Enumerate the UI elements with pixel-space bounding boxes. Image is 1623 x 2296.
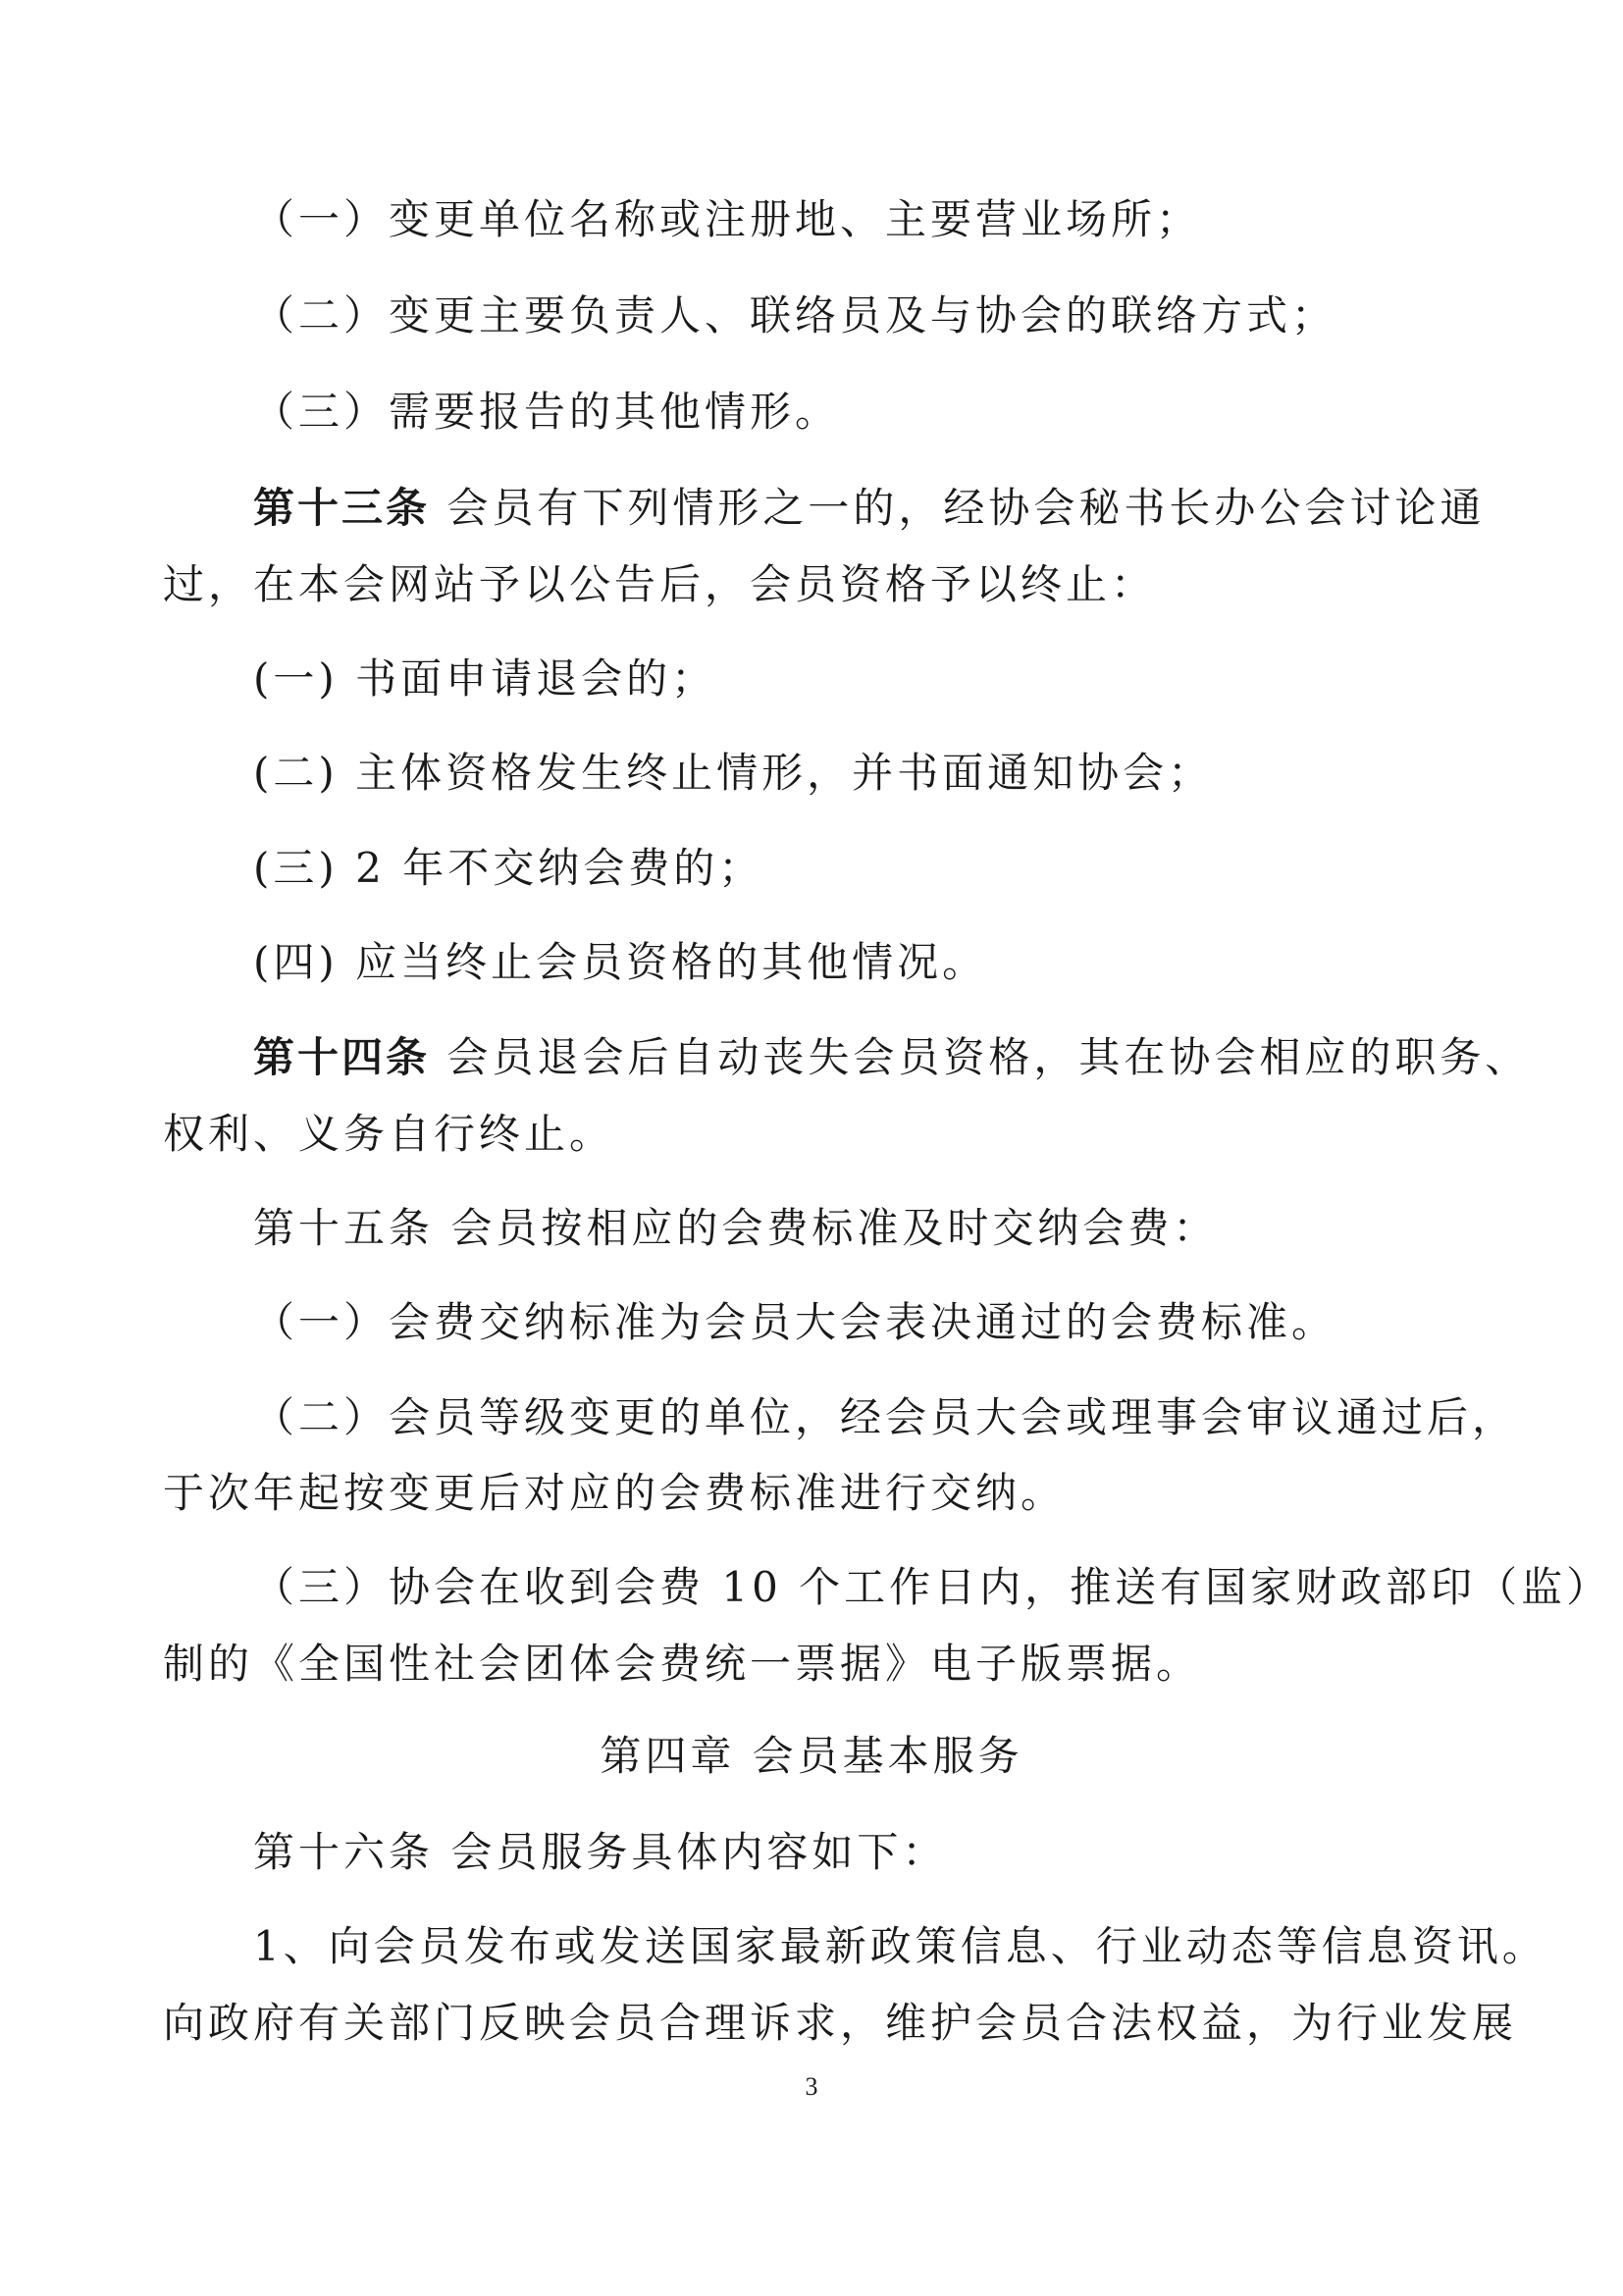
article-13-first-line xyxy=(253,481,1485,536)
article-14-second-line: 权利、义务自行终止。 xyxy=(163,1110,615,1158)
article-14-label: 第十四条 xyxy=(253,1033,431,1081)
article-16-label: 第十六条 xyxy=(253,1828,435,1876)
article-13-label: 第十三条 xyxy=(253,484,431,532)
article-14-first-line xyxy=(253,1030,1530,1085)
clause-item-1: （一）变更单位名称或注册地、主要营业场所； xyxy=(253,195,1202,243)
article-15-item-3-line-2: 制的《全国性社会团体会费统一票据》电子版票据。 xyxy=(163,1640,1202,1688)
article-15-item-3-line-1: （三）协会在收到会费 10 个工作日内，推送有国家财政部印（监） xyxy=(253,1563,1612,1611)
article-15-first-line xyxy=(253,1201,1218,1256)
article-15-text: 会员按相应的会费标准及时交纳会费： xyxy=(434,1204,1219,1252)
clause-item-2: （二）变更主要负责人、联络员及与协会的联络方式； xyxy=(253,291,1337,339)
article-15-item-2-line-1: （二）会员等级变更的单位，经会员大会或理事会审议通过后， xyxy=(253,1393,1518,1441)
article-13-second-line: 过，在本会网站予以公告后，会员资格予以终止： xyxy=(163,560,1157,608)
article-15-item-1: （一）会费交纳标准为会员大会表决通过的会费标准。 xyxy=(253,1298,1337,1346)
article-16-text: 会员服务具体内容如下： xyxy=(434,1828,948,1876)
article-16-item-1-line-1: 1、向会员发布或发送国家最新政策信息、行业动态等信息资讯。 xyxy=(253,1922,1547,1970)
chapter-heading: 第四章 会员基本服务 xyxy=(600,1732,1023,1780)
clause-item-3: （三）需要报告的其他情形。 xyxy=(253,388,841,436)
article-15-item-2-line-2: 于次年起按变更后对应的会费标准进行交纳。 xyxy=(163,1469,1067,1517)
page-number: 3 xyxy=(805,2072,818,2101)
article-13-item-4: (四) 应当终止会员资格的其他情况。 xyxy=(253,938,988,986)
article-13-text: 会员有下列情形之一的，经协会秘书长办公会讨论通 xyxy=(430,484,1486,532)
article-16-first-line xyxy=(253,1825,947,1880)
article-13-item-3: (三) 2 年不交纳会费的； xyxy=(253,844,764,892)
article-14-text: 会员退会后自动丧失会员资格，其在协会相应的职务、 xyxy=(430,1033,1531,1081)
article-13-item-1: (一) 书面申请退会的； xyxy=(253,654,717,703)
article-13-item-2: (二) 主体资格发生终止情形，并书面通知协会； xyxy=(253,749,1214,797)
article-15-label: 第十五条 xyxy=(253,1204,435,1252)
article-16-item-1-line-2: 向政府有关部门反映会员合理诉求，维护会员合法权益，为行业发展 xyxy=(163,1999,1518,2047)
